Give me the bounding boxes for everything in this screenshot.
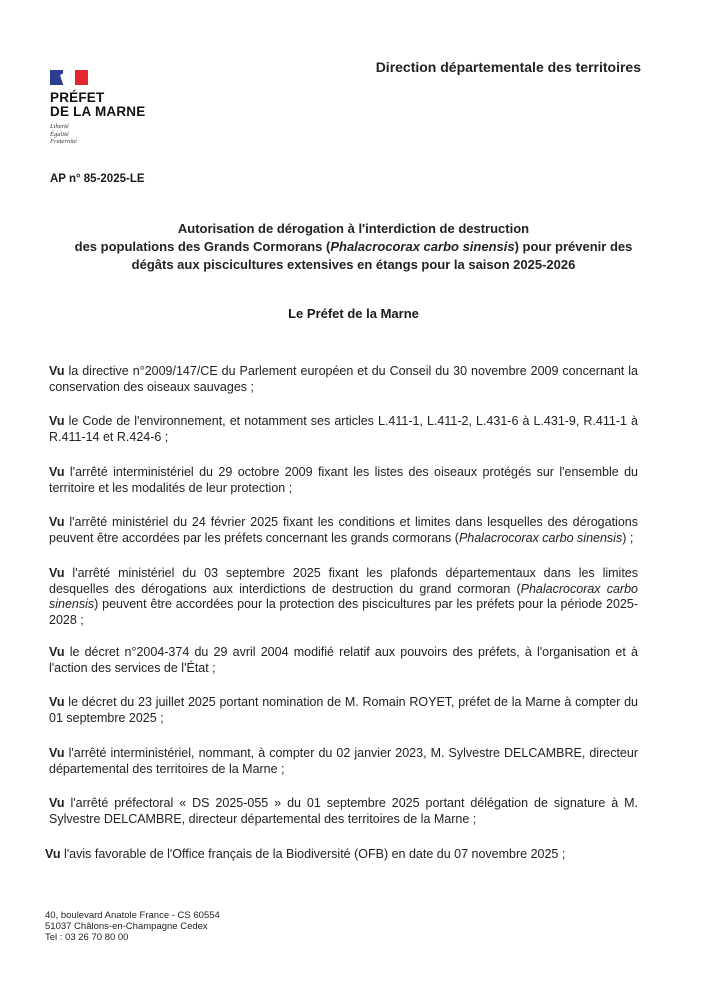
species-name: Phalacrocorax carbo sinensis — [330, 239, 515, 254]
motto-egalite: Égalité — [50, 130, 69, 138]
title-line3: dégâts aux piscicultures extensives en étangs pour la saison 2025-2026 — [131, 257, 576, 272]
document-title — [40, 220, 667, 274]
direction-header: Direction départementale des territoires — [375, 59, 641, 75]
considerant-10: Vu l'avis favorable de l'Office français de la Biodiversité (OFB) en date du 07 novembre 2025 ; — [45, 847, 566, 861]
considerant-2: Vu le Code de l'environnement, et notamment ses articles L.411-1, L.411-2, L.431-6 à L.431-9, R.411-1 à R.411-14 et R.424-6 ; — [49, 414, 638, 444]
footer-address-line2: 51037 Châlons-en-Champagne Cedex — [45, 921, 208, 932]
considerant-5: Vu l'arrêté ministériel du 03 septembre 2025 fixant les plafonds départementaux dans les limites desquelles des dérogations aux interdictions de destruction du grand cormoran (Phalacrocorax carbo sinensis) peuvent être accordées pour la protection des piscicultures par les préfets pour la période 2025-2028 ; — [49, 566, 638, 627]
prefet-logo — [50, 70, 170, 146]
considerant-8: Vu l'arrêté interministériel, nommant, à compter du 02 janvier 2023, M. Sylvestre DELCAMBRE, directeur départemental des territoires de la Marne ; — [49, 746, 638, 776]
logo-line1: PRÉFET — [50, 90, 105, 105]
motto-fraternite: Fraternité — [50, 138, 77, 145]
reference-number: AP n° 85-2025-LE — [50, 173, 145, 185]
considerant-6: Vu le décret n°2004-374 du 29 avril 2004 modifié relatif aux pouvoirs des préfets, à l'organisation et à l'action des services de l'État ; — [49, 645, 638, 675]
considerant-7: Vu le décret du 23 juillet 2025 portant nomination de M. Romain ROYET, préfet de la Marne à compter du 01 septembre 2025 ; — [49, 695, 638, 725]
considerant-3: Vu l'arrêté interministériel du 29 octobre 2009 fixant les listes des oiseaux protégés sur l'ensemble du territoire et les modalités de leur protection ; — [49, 465, 638, 495]
issuer-heading: Le Préfet de la Marne — [288, 306, 419, 321]
logo-line2: DE LA MARNE — [50, 104, 146, 119]
logo-motto — [50, 123, 170, 146]
considerant-4: Vu l'arrêté ministériel du 24 février 2025 fixant les conditions et limites dans lesquelles des dérogations peuvent être accordées par les préfets concernant les grands cormorans (Phalacrocorax carbo sinensis) ; — [49, 515, 638, 545]
logo-title — [50, 91, 170, 119]
considerant-1: Vu la directive n°2009/147/CE du Parlement européen et du Conseil du 30 novembre 2009 concernant la conservation des oiseaux sauvages ; — [49, 364, 638, 394]
motto-liberte: Liberté — [50, 123, 69, 130]
considerant-9: Vu l'arrêté préfectoral « DS 2025-055 » du 01 septembre 2025 portant délégation de signature à M. Sylvestre DELCAMBRE, directeur départemental des territoires de la Marne ; — [49, 796, 638, 826]
title-line2: des populations des Grands Cormorans (Phalacrocorax carbo sinensis) pour prévenir des — [74, 239, 633, 254]
title-line1: Autorisation de dérogation à l'interdiction de destruction — [177, 221, 530, 236]
address-footer — [45, 910, 220, 943]
footer-address-line1: 40, boulevard Anatole France - CS 60554 — [45, 910, 220, 921]
marianne-flag-icon — [50, 70, 88, 85]
footer-phone: Tel : 03 26 70 80 00 — [45, 932, 129, 943]
